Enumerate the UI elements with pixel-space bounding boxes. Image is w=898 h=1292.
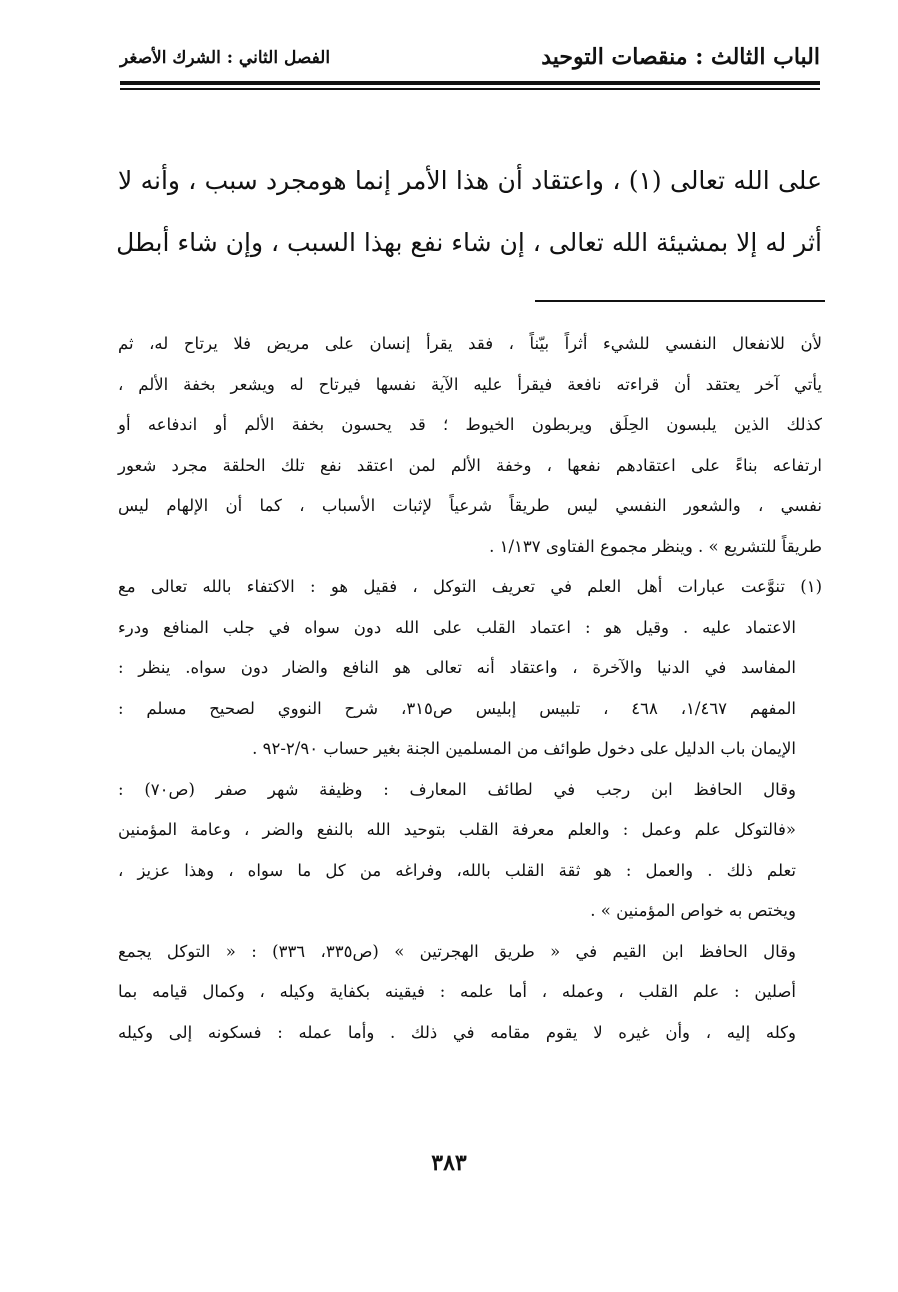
page-number: ٣٨٣ xyxy=(431,1150,467,1176)
footnote-line: المفهم ١/٤٦٧، ٤٦٨ ، تلبيس إبليس ص٣١٥، شرح النووي لصحيح مسلم : xyxy=(118,698,796,718)
header-rule-thick xyxy=(120,81,820,85)
footnote-line: كذلك الذين يلبسون الحِلَق ويربطون الخيوط ؛ قد يحسون بخفة الألم أو اندفاعه أو xyxy=(118,415,822,434)
footnote-line: أصلين : علم القلب ، وعمله ، أما علمه : فيقينه بكفاية وكيله ، وكمال قيامه بما xyxy=(118,982,796,1001)
footnote-line: المفاسد في الدنيا والآخرة ، واعتقاد أنه تعالى هو النافع والضار دون سواه. ينظر : xyxy=(118,658,796,677)
body-line: على الله تعالى (١) ، واعتقاد أن هذا الأمر إنما هومجرد سبب ، وأنه لا xyxy=(118,166,822,195)
footnote-line: تعلم ذلك . والعمل : هو ثقة القلب بالله، وفراغه من كل ما سواه ، وهذا عزيز ، xyxy=(118,860,796,880)
header-rule-thin xyxy=(120,88,820,90)
footnote-line: يأتي آخر يعتقد أن قراءته نافعة فيقرأ عليه الآية نفسها فيرتاح له ويشعر بخفة الألم ، xyxy=(118,374,822,394)
footnote-line: «فالتوكل علم وعمل : والعلم معرفة القلب بتوحيد الله بالنفع والضر ، وعامة المؤمنين xyxy=(118,820,796,839)
footnote-line: ارتفاعه بناءً على اعتقادهم نفعها ، وخفة الألم لمن اعتقد نفع تلك الحلقة مجرد شعور xyxy=(118,455,822,475)
footnote-line: نفسي ، والشعور النفسي ليس طريقاً شرعياً لإثبات الأسباب ، كما أن الإلهام ليس xyxy=(118,496,822,515)
footnotes xyxy=(118,324,822,1053)
footnote-line: ويختص به خواص المؤمنين » . xyxy=(590,901,796,920)
footnote-line: وقال الحافظ ابن القيم في « طريق الهجرتين » (ص٣٣٥، ٣٣٦) : « التوكل يجمع xyxy=(118,941,796,961)
footnote-line: طريقاً للتشريع » . وينظر مجموع الفتاوى ١/١٣٧ . xyxy=(489,536,822,556)
running-header xyxy=(120,44,820,78)
main-body-text xyxy=(118,150,822,274)
footnote-separator xyxy=(535,300,825,302)
footnote-line: وقال الحافظ ابن رجب في لطائف المعارف : وظيفة شهر صفر (ص٧٠) : xyxy=(118,779,796,799)
footnote-line: الإيمان باب الدليل على دخول طوائف من المسلمين الجنة بغير حساب ٢/٩٠-٩٢ . xyxy=(252,739,796,758)
footnote-line: وكله إليه ، وأن غيره لا يقوم مقامه في ذلك . وأما عمله : فسكونه إلى وكيله xyxy=(118,1022,796,1042)
footnote-line: (١) تنوَّعت عبارات أهل العلم في تعريف التوكل ، فقيل هو : الاكتفاء بالله تعالى مع xyxy=(118,577,822,596)
section-title: الفصل الثاني : الشرك الأصغر xyxy=(120,48,331,68)
footnote-line: الاعتماد عليه . وقيل هو : اعتماد القلب على الله دون سواه في جلب المنافع ودرء xyxy=(118,617,796,637)
footnote-line: لأن للانفعال النفسي للشيء أثراً بيّناً ، فقد يقرأ إنسان على مريض فلا يرتاح له، ثم xyxy=(118,334,822,353)
chapter-title: الباب الثالث : منقصات التوحيد xyxy=(541,44,820,70)
body-line: أثر له إلا بمشيئة الله تعالى ، إن شاء نفع بهذا السبب ، وإن شاء أبطل xyxy=(116,228,822,257)
